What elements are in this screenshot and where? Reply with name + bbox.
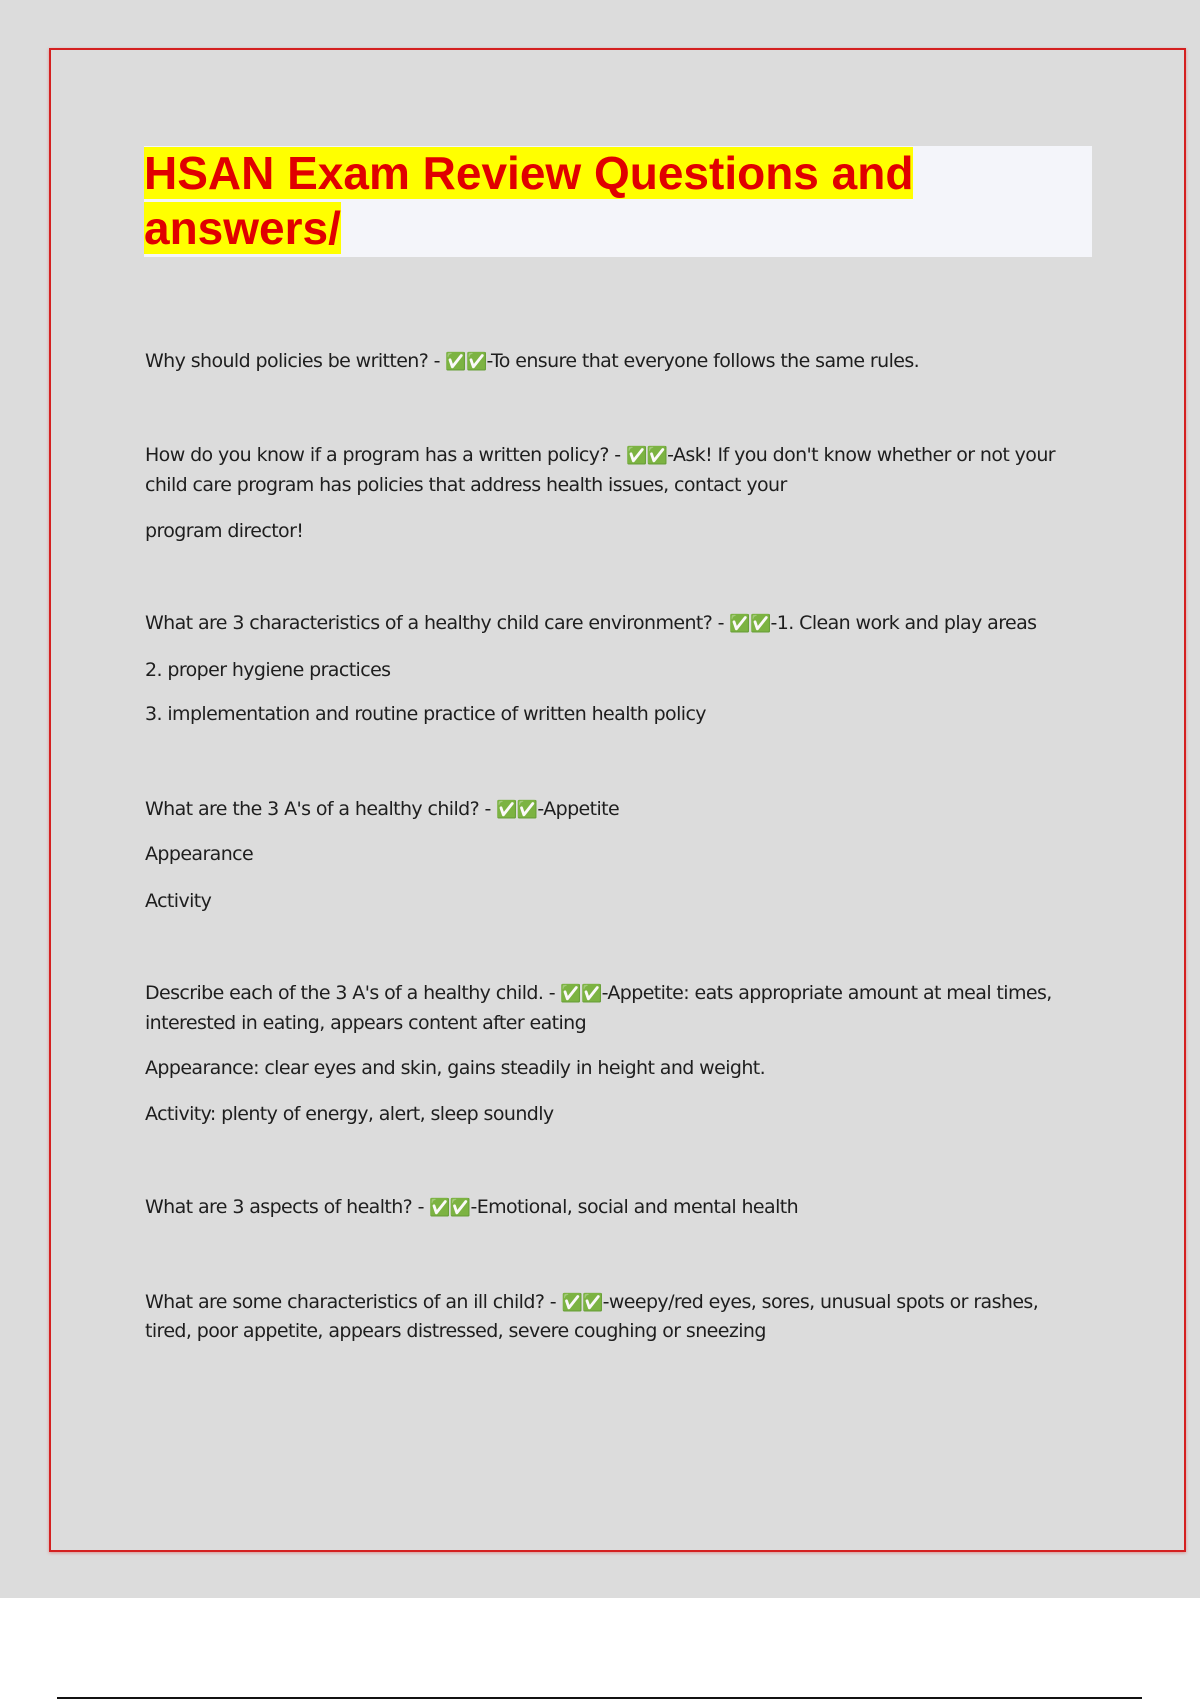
question-text: What are some characteristics of an ill child? -	[145, 1291, 562, 1313]
title-line-2: answers/	[144, 202, 341, 254]
double-check-icon: ✅✅	[429, 1198, 471, 1218]
question-text: What are 3 aspects of health? -	[145, 1196, 430, 1218]
question-line	[145, 612, 1036, 634]
double-check-icon: ✅✅	[626, 446, 668, 466]
answer-line: Appearance	[145, 843, 254, 865]
double-check-icon: ✅✅	[496, 800, 538, 820]
double-check-icon: ✅✅	[560, 984, 602, 1004]
answer-text: -Appetite	[537, 798, 620, 820]
answer-line: Activity: plenty of energy, alert, sleep soundly	[145, 1103, 554, 1125]
question-text: Describe each of the 3 A's of a healthy child. -	[145, 982, 561, 1004]
answer-text: -To ensure that everyone follows the same rules.	[486, 350, 920, 372]
answer-text: -Appetite: eats appropriate amount at meal times,	[601, 982, 1052, 1004]
question-text: What are the 3 A's of a healthy child? -	[145, 798, 497, 820]
answer-text: -Emotional, social and mental health	[470, 1196, 799, 1218]
answer-line: interested in eating, appears content after eating	[145, 1012, 587, 1034]
double-check-icon: ✅✅	[561, 1293, 603, 1313]
answer-line: Appearance: clear eyes and skin, gains steadily in height and weight.	[145, 1057, 766, 1079]
answer-line: tired, poor appetite, appears distressed, severe coughing or sneezing	[145, 1320, 766, 1342]
double-check-icon: ✅✅	[729, 614, 771, 634]
answer-text: -weepy/red eyes, sores, unusual spots or rashes,	[602, 1291, 1039, 1313]
answer-text: -Ask! If you don't know whether or not your	[667, 444, 1055, 466]
question-text: How do you know if a program has a written policy? -	[145, 444, 627, 466]
document-title	[144, 146, 913, 256]
answer-line: child care program has policies that address health issues, contact your	[145, 474, 787, 496]
answer-line: Activity	[145, 890, 212, 912]
question-line	[145, 798, 619, 820]
question-line	[145, 350, 919, 372]
answer-text: -1. Clean work and play areas	[770, 612, 1037, 634]
double-check-icon: ✅✅	[445, 352, 487, 372]
answer-line: 2. proper hygiene practices	[145, 659, 391, 681]
title-line-1: HSAN Exam Review Questions and	[144, 147, 914, 199]
question-line	[145, 1291, 1038, 1313]
answer-line: 3. implementation and routine practice of written health policy	[145, 703, 706, 725]
answer-line: program director!	[145, 520, 304, 542]
question-text: Why should policies be written? -	[145, 350, 446, 372]
footer-rule	[57, 1697, 1142, 1699]
question-line	[145, 982, 1052, 1004]
question-text: What are 3 characteristics of a healthy child care environment? -	[145, 612, 730, 634]
question-line	[145, 444, 1055, 466]
question-line	[145, 1196, 798, 1218]
